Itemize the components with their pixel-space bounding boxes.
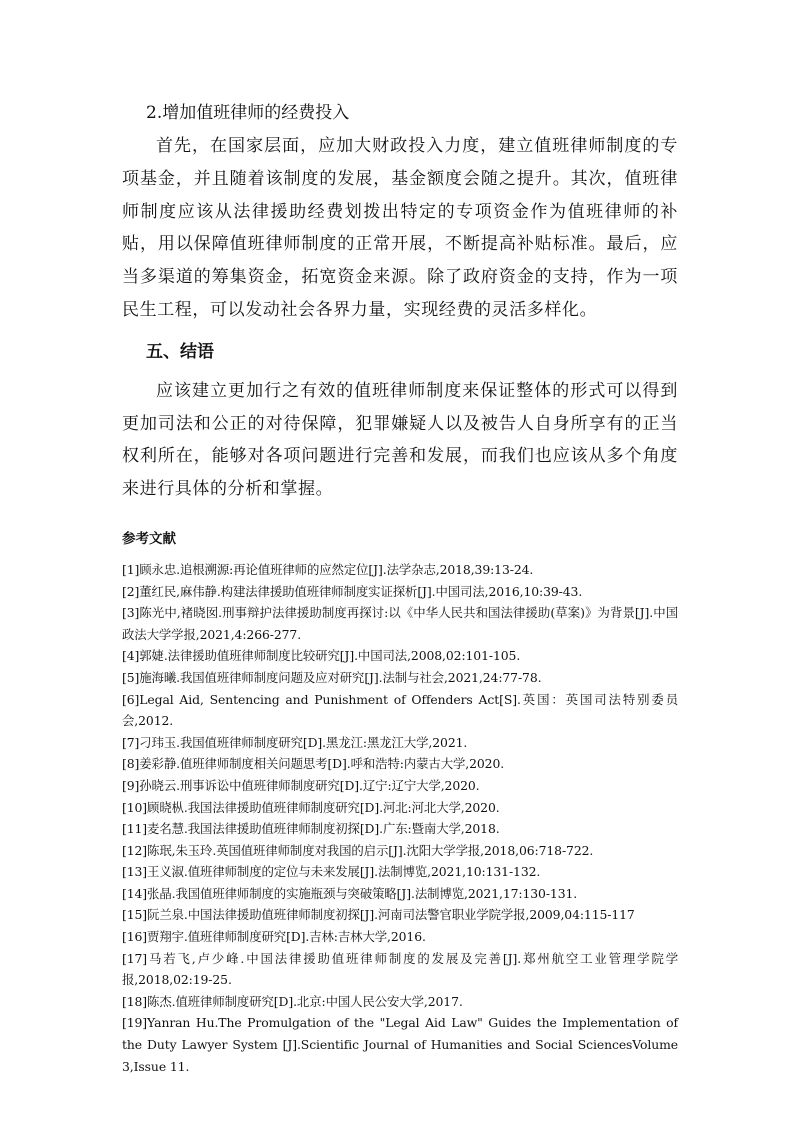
conclusion-paragraph: 应该建立更加行之有效的值班律师制度来保证整体的形式可以得到更加司法和公正的对待保障，犯罪嫌疑人以及被告人自身所享有的正当权利所在，能够对各项问题进行完善和发展，而我们也应该从多个角度来进行具体的分析和掌握。 [122, 380, 678, 500]
reference-item: [19]Yanran Hu.The Promulgation of the "Legal Aid Law" Guides the Implementation of the Duty Lawyer System [J].Scientific Journal of Humanities and Social SciencesVolume 3,Issue 11. [122, 1015, 678, 1074]
references-title: 参考文献 [122, 530, 176, 547]
reference-item: [11]麦名慧.我国法律援助值班律师制度初探[D].广东:暨南大学,2018. [122, 821, 500, 837]
reference-item: [9]孙晓云.刑事诉讼中值班律师制度研究[D].辽宁:辽宁大学,2020. [122, 777, 480, 793]
reference-item: [17]马若飞,卢少峰.中国法律援助值班律师制度的发展及完善[J].郑州航空工业管理学院学报,2018,02:19-25. [122, 950, 678, 988]
reference-item: [18]陈杰.值班律师制度研究[D].北京:中国人民公安大学,2017. [122, 993, 463, 1009]
reference-item: [16]贾翔宇.值班律师制度研究[D].吉林:吉林大学,2016. [122, 929, 426, 945]
section-2-heading: 2.增加值班律师的经费投入 [146, 103, 350, 123]
reference-item: [14]张晶.我国值班律师制度的实施瓶颈与突破策略[J].法制博览,2021,17:130-131. [122, 885, 578, 901]
reference-item: [2]董红民,麻伟静.构建法律援助值班律师制度实证探析[J].中国司法,2016,10:39-43. [122, 583, 583, 599]
reference-item: [13]王义淑.值班律师制度的定位与未来发展[J].法制博览,2021,10:131-132. [122, 864, 541, 880]
reference-item: [1]顾永忠.追根溯源:再论值班律师的应然定位[J].法学杂志,2018,39:13-24. [122, 561, 534, 577]
reference-item: [4]郭婕.法律援助值班律师制度比较研究[J].中国司法,2008,02:101-105. [122, 648, 521, 664]
reference-item: [7]刁玮玉.我国值班律师制度研究[D].黑龙江:黑龙江大学,2021. [122, 734, 468, 750]
reference-item: [6]Legal Aid, Sentencing and Punishment of Offenders Act[S].英国：英国司法特别委员会,2012. [122, 691, 678, 729]
reference-item: [8]姜彩静.值班律师制度相关问题思考[D].呼和浩特:内蒙古大学,2020. [122, 756, 505, 772]
section-2-paragraph: 首先，在国家层面，应加大财政投入力度，建立值班律师制度的专项基金，并且随着该制度的发展，基金额度会随之提升。其次，值班律师制度应该从法律援助经费划拨出特定的专项资金作为值班律师的补贴，用以保障值班律师制度的正常开展，不断提高补贴标准。最后，应当多渠道的筹集资金，拓宽资金来源。除了政府资金的支持，作为一项民生工程，可以发动社会各界力量，实现经费的灵活多样化。 [122, 136, 678, 320]
page-content [122, 98, 678, 1077]
reference-item: [12]陈珉,朱玉玲.英国值班律师制度对我国的启示[J].沈阳大学学报,2018,06:718-722. [122, 842, 594, 858]
reference-item: [5]施海曦.我国值班律师制度问题及应对研究[J].法制与社会,2021,24:77-78. [122, 669, 542, 685]
reference-item: [10]顾晓枞.我国法律援助值班律师制度研究[D].河北:河北大学,2020. [122, 799, 500, 815]
reference-item: [3]陈光中,褚晓囡.刑事辩护法律援助制度再探讨:以《中华人民共和国法律援助(草案)》为背景[J].中国政法大学学报,2021,4:266-277. [122, 605, 678, 642]
references-list [122, 559, 678, 1077]
reference-item: [15]阮兰泉.中国法律援助值班律师制度初探[J].河南司法警官职业学院学报,2009,04:115-117 [122, 907, 635, 923]
conclusion-heading: 五、结语 [146, 341, 214, 362]
